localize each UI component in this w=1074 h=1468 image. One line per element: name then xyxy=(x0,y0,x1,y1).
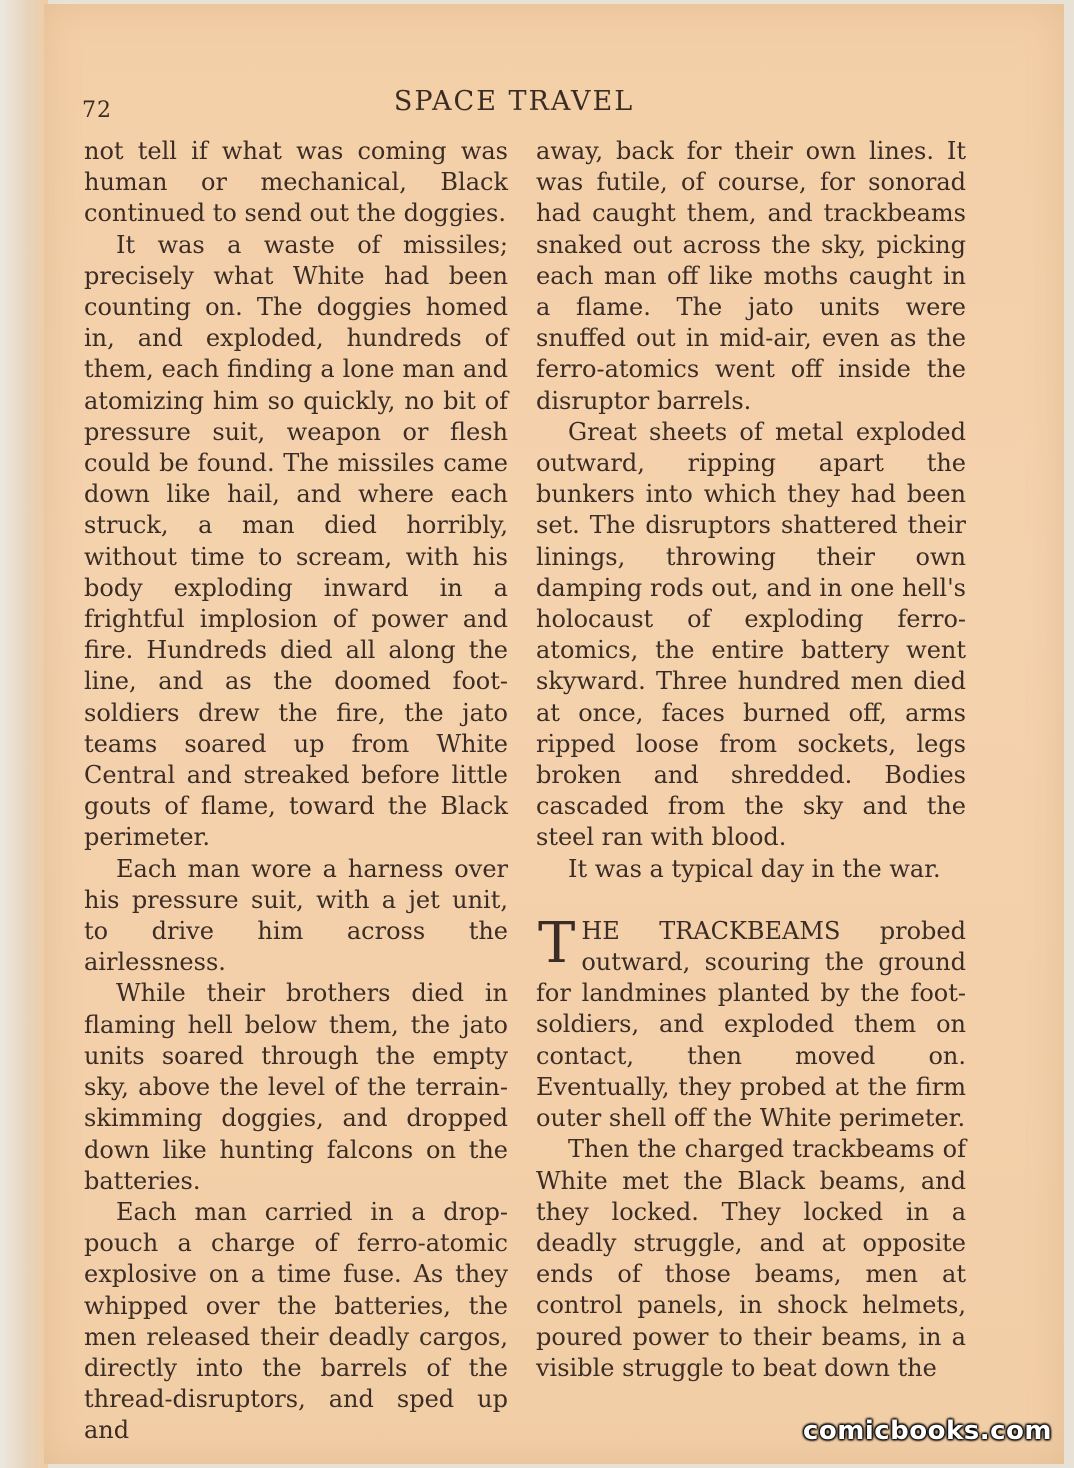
page-number: 72 xyxy=(82,98,112,123)
watermark: comicbooks.com xyxy=(802,1416,1052,1446)
paragraph: Great sheets of metal exploded outward, ripping apart the bunkers into which they had been set. The disruptors shattered their linings, throwing their own damping rods out, and in one hell's holocaust of exploding ferro-atomics, the entire battery went skyward. Three hundred men died at once, faces burned off, arms ripped loose from sockets, legs broken and shredded. Bodies cascaded from the sky and the steel ran with blood. xyxy=(536,417,966,852)
scan-left-margin xyxy=(0,0,48,1468)
paragraph: Each man carried in a drop-pouch a charge of ferro-atomic explosive on a time fuse. As they whipped over the batteries, the men released their deadly cargos, directly into the barrels of the thread-disruptors, and sped up and xyxy=(84,1197,508,1445)
paragraph: away, back for their own lines. It was futile, of course, for sonorad had caught them, and trackbeams snaked out across the sky, picking each man off like moths caught in a flame. The jato units were snuffed out in mid-air, even as the ferro-atomics went off inside the disruptor barrels. xyxy=(536,137,966,415)
book-page xyxy=(44,4,1064,1464)
running-head: SPACE TRAVEL xyxy=(393,86,635,117)
section-opening-paragraph xyxy=(536,910,966,1134)
text-column-right xyxy=(536,136,966,1384)
drop-cap: T xyxy=(538,910,576,976)
paragraph: While their brothers died in flaming hell below them, the jato units soared through the empty sky, above the level of the terrain-skimming doggies, and dropped down like hunting falcons on the batteries. xyxy=(84,979,508,1195)
text-column-left xyxy=(84,136,508,1447)
paragraph: It was a typical day in the war. xyxy=(568,854,941,883)
paragraph: Then the charged trackbeams of White met the Black beams, and they locked. They locked in a deadly struggle, and at opposite ends of those beams, men at control panels, in shock helmets, poured power to their beams, in a visible struggle to beat down the xyxy=(536,1135,966,1382)
paragraph: It was a waste of missiles; precisely what White had been counting on. The doggies homed in, and exploded, hundreds of them, each finding a lone man and atomizing him so quickly, no bit of pressure suit, weapon or flesh could be found. The missiles came down like hail, and where each struck, a man died horribly, without time to scream, with his body exploding inward in a frightful implosion of power and fire. Hundreds died all along the line, and as the doomed foot-soldiers drew the fire, the jato teams soared up from White Central and streaked before little gouts of flame, toward the Black perimeter. xyxy=(84,230,508,852)
paragraph: not tell if what was coming was human or mechanical, Black continued to send out the doggies. xyxy=(84,137,508,228)
paragraph: Each man wore a harness over his pressure suit, with a jet unit, to drive him across the airlessness. xyxy=(84,854,508,977)
paragraph-text: HE TRACKBEAMS probed outward, scouring the ground for landmines planted by the foot-soldiers, and exploded them on contact, then moved on. Eventually, they probed at the firm outer shell off the White perimeter. xyxy=(536,916,966,1133)
